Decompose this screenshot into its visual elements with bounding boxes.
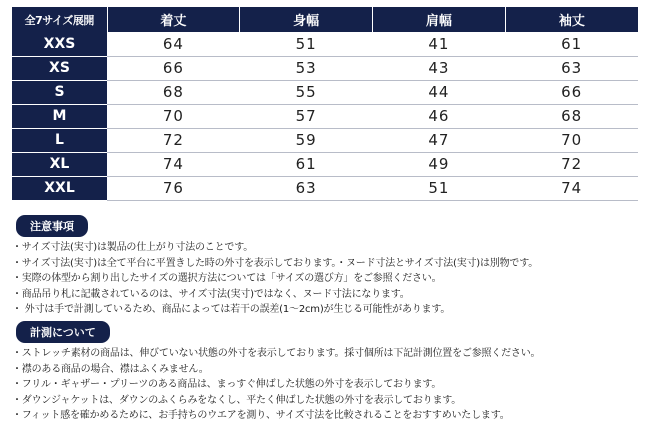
notes-title: 注意事項 <box>16 215 88 237</box>
size-count-label: 全7サイズ展開 <box>12 7 107 32</box>
table-row <box>12 104 638 128</box>
table-cell: 66 <box>505 80 638 104</box>
table-cell: 66 <box>107 56 240 80</box>
table-cell: 70 <box>505 128 638 152</box>
measurement-list <box>12 346 638 422</box>
table-cell: 41 <box>373 32 506 56</box>
table-cell: 68 <box>107 80 240 104</box>
list-item: ・サイズ寸法(実寸)は全て平台に平置きした時の外寸を表示しております。・ヌード寸法とサイズ寸法(実寸)は別物です。 <box>12 257 539 269</box>
list-item: ・ 外寸は手で計測しているため、商品によっては若干の誤差(1〜2cm)が生じる可能性があります。 <box>12 304 451 315</box>
table-row <box>12 176 638 200</box>
table-cell: 59 <box>240 128 373 152</box>
size-label: XXL <box>12 176 107 200</box>
table-row <box>12 32 638 56</box>
table-cell: 57 <box>240 104 373 128</box>
size-label: XS <box>12 56 107 80</box>
table-cell: 70 <box>107 104 240 128</box>
measurement-title: 計測について <box>16 321 110 343</box>
table-cell: 63 <box>505 56 638 80</box>
list-item: ・商品吊り札に記載されているのは、サイズ寸法(実寸)ではなく、ヌード寸法になります。 <box>12 288 410 300</box>
table-header-row <box>12 7 638 32</box>
column-header-length: 着丈 <box>107 7 240 32</box>
table-row <box>12 152 638 176</box>
list-item: ・フリル・ギャザー・プリーツのある商品は、まっすぐ伸ばした状態の外寸を表示しております。 <box>12 379 442 390</box>
size-table <box>12 7 638 201</box>
table-cell: 51 <box>373 176 506 200</box>
table-cell: 49 <box>373 152 506 176</box>
list-item: ・実際の体型から割り出したサイズの選択方法については「サイズの選び方」をご参照ください。 <box>12 273 442 284</box>
list-item: ・襟のある商品の場合、襟はふくみません。 <box>12 363 209 375</box>
table-cell: 63 <box>240 176 373 200</box>
table-row <box>12 56 638 80</box>
table-cell: 51 <box>240 32 373 56</box>
table-row <box>12 128 638 152</box>
list-item: ・フィット感を確かめるために、お手持ちのウエアを測り、サイズ寸法を比較されることをおすすめいたします。 <box>12 410 510 421</box>
column-header-chest: 身幅 <box>240 7 373 32</box>
measurement-section <box>12 321 638 422</box>
column-header-sleeve: 袖丈 <box>505 7 638 32</box>
table-cell: 74 <box>505 176 638 200</box>
list-item: ・サイズ寸法(実寸)は製品の仕上がり寸法のことです。 <box>12 242 254 253</box>
notes-list <box>12 240 638 318</box>
table-cell: 53 <box>240 56 373 80</box>
table-cell: 64 <box>107 32 240 56</box>
notes-section <box>12 215 638 318</box>
table-cell: 68 <box>505 104 638 128</box>
size-label: S <box>12 80 107 104</box>
table-cell: 44 <box>373 80 506 104</box>
table-cell: 76 <box>107 176 240 200</box>
table-cell: 72 <box>107 128 240 152</box>
table-cell: 46 <box>373 104 506 128</box>
column-header-shoulder: 肩幅 <box>373 7 506 32</box>
table-cell: 61 <box>240 152 373 176</box>
size-label: M <box>12 104 107 128</box>
size-label: XXS <box>12 32 107 56</box>
table-cell: 43 <box>373 56 506 80</box>
table-cell: 61 <box>505 32 638 56</box>
list-item: ・ストレッチ素材の商品は、伸びていない状態の外寸を表示しております。採寸個所は下記計測位置をご参照ください。 <box>12 348 541 359</box>
table-cell: 74 <box>107 152 240 176</box>
table-cell: 72 <box>505 152 638 176</box>
table-row <box>12 80 638 104</box>
size-label: L <box>12 128 107 152</box>
list-item: ・ダウンジャケットは、ダウンのふくらみをなくし、平たく伸ばした状態の外寸を表示しております。 <box>12 394 462 406</box>
size-label: XL <box>12 152 107 176</box>
table-cell: 47 <box>373 128 506 152</box>
table-cell: 55 <box>240 80 373 104</box>
